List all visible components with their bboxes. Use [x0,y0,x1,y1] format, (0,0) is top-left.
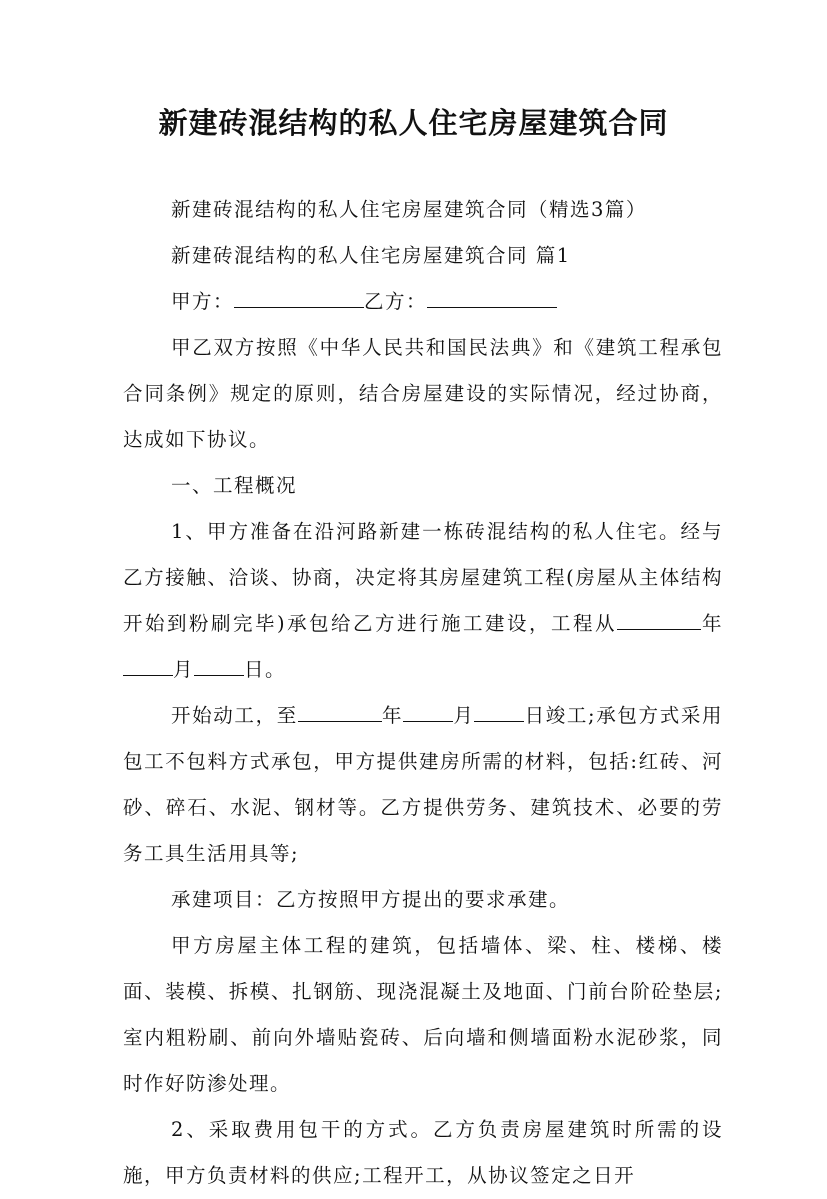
document-body [123,187,723,1199]
schedule-paragraph [123,693,723,877]
schedule-rest-text: 日竣工;承包方式采用包工不包料方式承包，甲方提供建房所需的材料，包括:红砖、河砂、碎石、水泥、钢材等。乙方提供劳务、建筑技术、必要的劳务工具生活用具等; [123,704,723,865]
party-a-label: 甲方： [171,290,235,313]
schedule-start-text: 开始动工，至 [171,704,298,727]
clause-1-text: 1、甲方准备在沿河路新建一栋砖混结构的私人住宅。经与乙方接触、洽谈、协商，决定将其房屋建筑工程(房屋从主体结构开始到粉刷完毕)承包给乙方进行施工建设，工程从 [123,520,723,635]
party-b-blank [427,287,557,308]
start-year-blank [617,609,701,630]
clause-2-paragraph: 2、采取费用包干的方式。乙方负责房屋建筑时所需的设施，甲方负责材料的供应;工程开工，从协议签定之日开 [123,1118,723,1187]
main-works-paragraph: 甲方房屋主体工程的建筑，包括墙体、梁、柱、楼梯、楼面、装模、拆模、扎钢筋、现浇混凝土及地面、门前台阶砼垫层;室内粗粉刷、前向外墙贴瓷砖、后向墙和侧墙面粉水泥砂浆，同时作好防渗处理。 [123,934,723,1095]
intro-paragraph: 甲乙双方按照《中华人民共和国民法典》和《建筑工程承包合同条例》规定的原则，结合房屋建设的实际情况，经过协商，达成如下协议。 [123,336,723,451]
end-year-blank [298,701,382,722]
start-month-blank [123,655,173,676]
end-year-label: 年 [381,704,404,727]
start-year-label: 年 [701,612,723,635]
document-title: 新建砖混结构的私人住宅房屋建筑合同 [158,106,669,140]
part-heading: 新建砖混结构的私人住宅房屋建筑合同 篇1 [171,244,571,267]
end-month-blank [403,701,453,722]
party-a-blank [234,287,364,308]
subtitle: 新建砖混结构的私人住宅房屋建筑合同（精选3篇） [171,198,647,221]
start-day-blank [194,655,244,676]
parties-line [123,279,723,325]
start-month-label: 月 [173,658,195,681]
project-scope-paragraph: 承建项目：乙方按照甲方提出的要求承建。 [171,888,571,911]
section-heading: 一、工程概况 [171,474,298,497]
end-month-label: 月 [453,704,475,727]
start-day-label: 日。 [244,658,287,681]
party-b-label: 乙方： [364,290,428,313]
end-day-blank [474,701,524,722]
clause-1-paragraph [123,509,723,693]
